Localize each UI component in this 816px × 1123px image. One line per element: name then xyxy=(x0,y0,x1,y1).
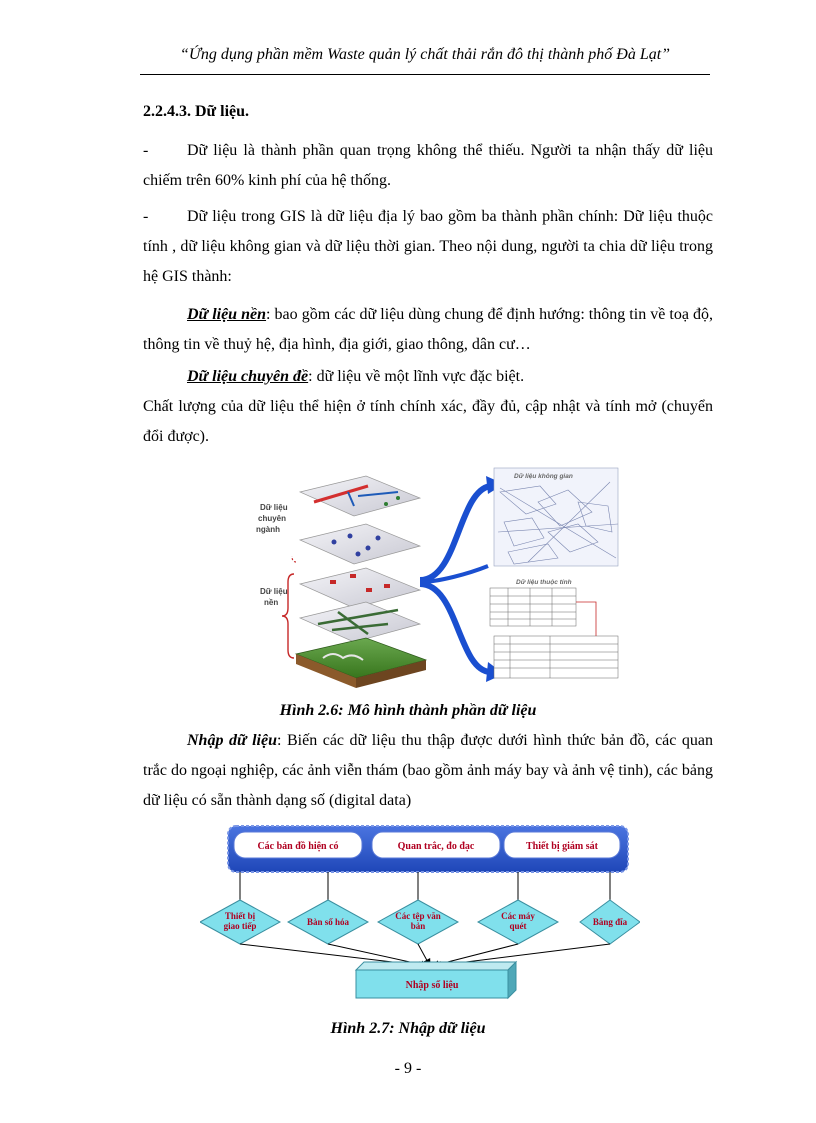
source-surveys: Quan trắc, đo đạc xyxy=(397,841,475,852)
device-interface: Thiết bị giao tiếp xyxy=(223,911,257,931)
figure-2-7-caption: Hình 2.7: Nhập dữ liệu xyxy=(330,1020,486,1037)
paragraph-3 xyxy=(143,300,713,360)
paragraph-1 xyxy=(143,136,713,196)
data-components-figure xyxy=(238,462,622,692)
base-data-label: Dữ liệu nền xyxy=(260,587,288,607)
paragraph-1-text: Dữ liệu là thành phần quan trọng không thể thiếu. Người ta nhận thấy dữ liệu chiếm trên 60% kinh phí của hệ thống. xyxy=(143,142,713,189)
paragraph-2 xyxy=(143,202,713,292)
paragraph-6-text: : Biến các dữ liệu thu thập được dưới hình thức bản đồ, các quan trắc do ngoại nghiệp, các ảnh viễn thám (bao gồm ảnh máy bay và ảnh vệ tinh), các bảng dữ liệu có sẵn thành dạng số (digital data) xyxy=(143,732,714,809)
paragraph-3-text: : bao gồm các dữ liệu dùng chung để định hướng: thông tin về toạ độ, thông tin về thuỷ hệ, địa hình, địa giới, giao thông, dân cư… xyxy=(143,306,714,353)
bullet-dash: - xyxy=(143,142,149,159)
device-text-files: Các tệp văn bản xyxy=(395,911,441,931)
term-thematic-data: Dữ liệu chuyên đề xyxy=(187,368,309,385)
source-monitoring-devices: Thiết bị giám sát xyxy=(526,841,598,852)
header-rule xyxy=(140,74,710,75)
device-tapes: Băng đĩa xyxy=(592,917,628,927)
document-header: “Ứng dụng phần mềm Waste quản lý chất thải rắn đô thị thành phố Đà Lạt” xyxy=(179,46,671,63)
page-number: - 9 - xyxy=(394,1060,422,1077)
data-input-diagram xyxy=(200,822,640,1012)
thematic-data-label: Dữ liệu chuyên ngành xyxy=(256,503,288,534)
term-base-data: Dữ liệu nền xyxy=(187,306,267,323)
device-scanners: Các máy quét xyxy=(501,911,535,931)
device-digitizer: Bàn số hóa xyxy=(306,917,350,927)
paragraph-4 xyxy=(187,362,713,392)
paragraph-6 xyxy=(143,726,713,816)
output-data-entry: Nhập số liệu xyxy=(405,980,459,991)
spatial-data-label: Dữ liệu không gian xyxy=(514,473,573,480)
paragraph-4-text: : dữ liệu về một lĩnh vực đặc biệt. xyxy=(308,368,525,385)
paragraph-2-text: Dữ liệu trong GIS là dữ liệu địa lý bao gồm ba thành phần chính: Dữ liệu thuộc tính , dữ liệu không gian và dữ liệu thời gian. Theo nội dung, người ta chia dữ liệu trong hệ GIS thành: xyxy=(143,208,713,285)
term-data-input: Nhập dữ liệu xyxy=(187,732,277,749)
bullet-dash: - xyxy=(143,208,149,225)
paragraph-5: Chất lượng của dữ liệu thể hiện ở tính chính xác, đầy đủ, cập nhật và tính mở (chuyển đổi được). xyxy=(143,398,713,445)
section-heading: 2.2.4.3. Dữ liệu. xyxy=(143,103,250,120)
attribute-data-label: Dữ liệu thuộc tính xyxy=(516,579,572,586)
source-existing-maps: Các bản đồ hiện có xyxy=(257,841,339,852)
figure-2-6-caption: Hình 2.6: Mô hình thành phần dữ liệu xyxy=(279,702,537,719)
